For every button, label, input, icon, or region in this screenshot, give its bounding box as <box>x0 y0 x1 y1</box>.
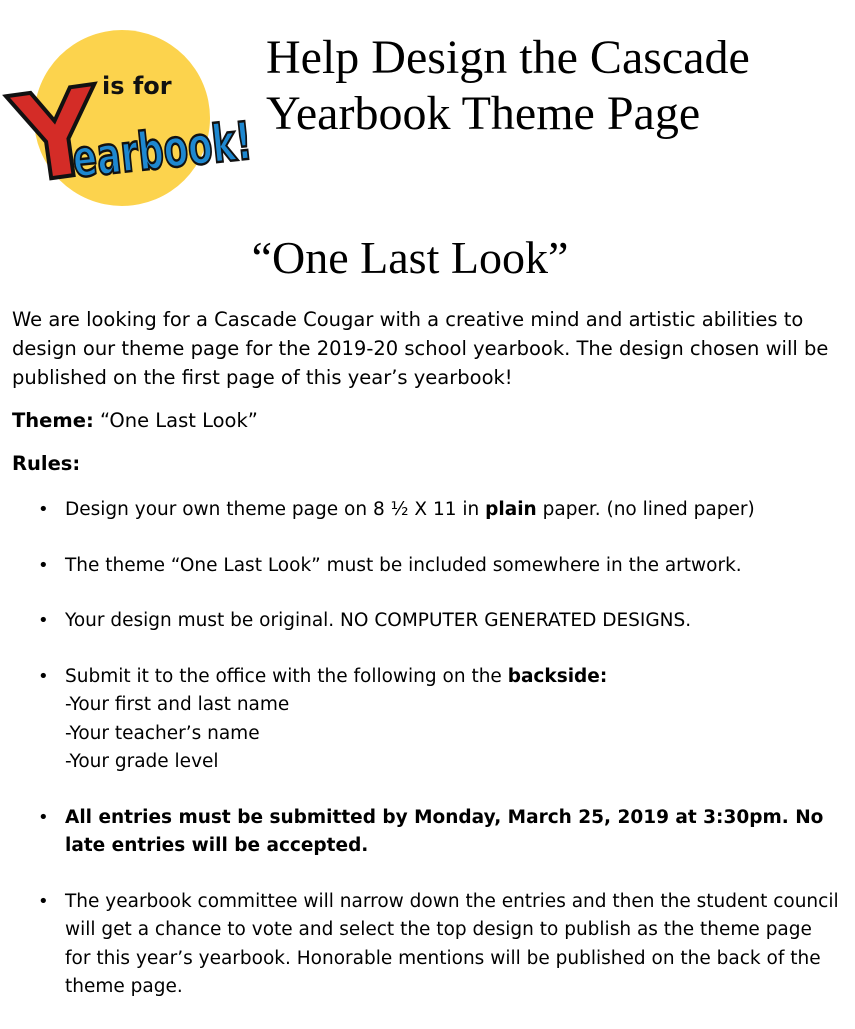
rule-item <box>12 496 842 525</box>
rule-text: The theme “One Last Look” must be included somewhere in the artwork. <box>65 554 742 576</box>
bullet: • <box>38 806 49 828</box>
rule-text: The yearbook committee will narrow down the entries and then the student council will get a chance to vote and select the top design to publish as the theme page for this year’s yearbook. Honorable mentions will be published on the back of the theme page. <box>65 890 839 997</box>
rules-label: Rules: <box>12 452 81 475</box>
rule-item <box>12 663 842 777</box>
bullet: • <box>38 554 49 576</box>
bullet: • <box>38 665 49 687</box>
page-title-line-2: Yearbook Theme Page <box>266 87 701 140</box>
bullet: • <box>38 499 49 520</box>
rule-text: paper. (no lined paper) <box>536 499 755 520</box>
intro-paragraph: We are looking for a Cascade Cougar with a creative mind and artistic abilities to design our theme page for the 2019-20 school yearbook. The design chosen will be published on the first page of this year’s yearbook! <box>12 308 829 389</box>
rule-item <box>12 552 842 581</box>
rule-item <box>12 607 842 636</box>
theme-label: Theme: <box>12 409 94 432</box>
yearbook-logo <box>4 28 338 212</box>
page-title-line-1: Help Design the Cascade <box>266 31 750 84</box>
rule-sub-item: -Your grade level <box>65 751 219 772</box>
rule-item <box>12 888 842 1002</box>
logo-y-letter: Y <box>4 61 110 212</box>
rule-item <box>12 804 842 861</box>
rule-bold-text: All entries must be submitted by Monday, March 25, 2019 at 3:30pm. No late entries will be accepted. <box>65 806 824 856</box>
logo-is-for-text: is for <box>102 72 172 100</box>
rule-sub-item: -Your first and last name <box>65 694 290 715</box>
theme-value: “One Last Look” <box>93 409 258 432</box>
rule-text: Design your own theme page on 8 ½ X 11 in <box>65 499 486 520</box>
page-title <box>266 30 750 142</box>
flyer-body <box>12 305 842 1029</box>
logo-earbook-text: earbook! <box>69 102 338 191</box>
rule-sub-item: -Your teacher’s name <box>65 722 260 744</box>
rule-text: Your design must be original. NO COMPUTER GENERATED DESIGNS. <box>65 610 692 631</box>
rule-text: Submit it to the office with the following on the <box>65 665 508 687</box>
rule-bold-text: backside: <box>507 665 608 687</box>
theme-line <box>12 406 842 435</box>
theme-heading: “One Last Look” <box>251 232 569 283</box>
bullet: • <box>38 610 49 631</box>
rules-list <box>12 496 842 1002</box>
bullet: • <box>38 890 49 912</box>
rule-bold-text: plain <box>485 499 537 520</box>
